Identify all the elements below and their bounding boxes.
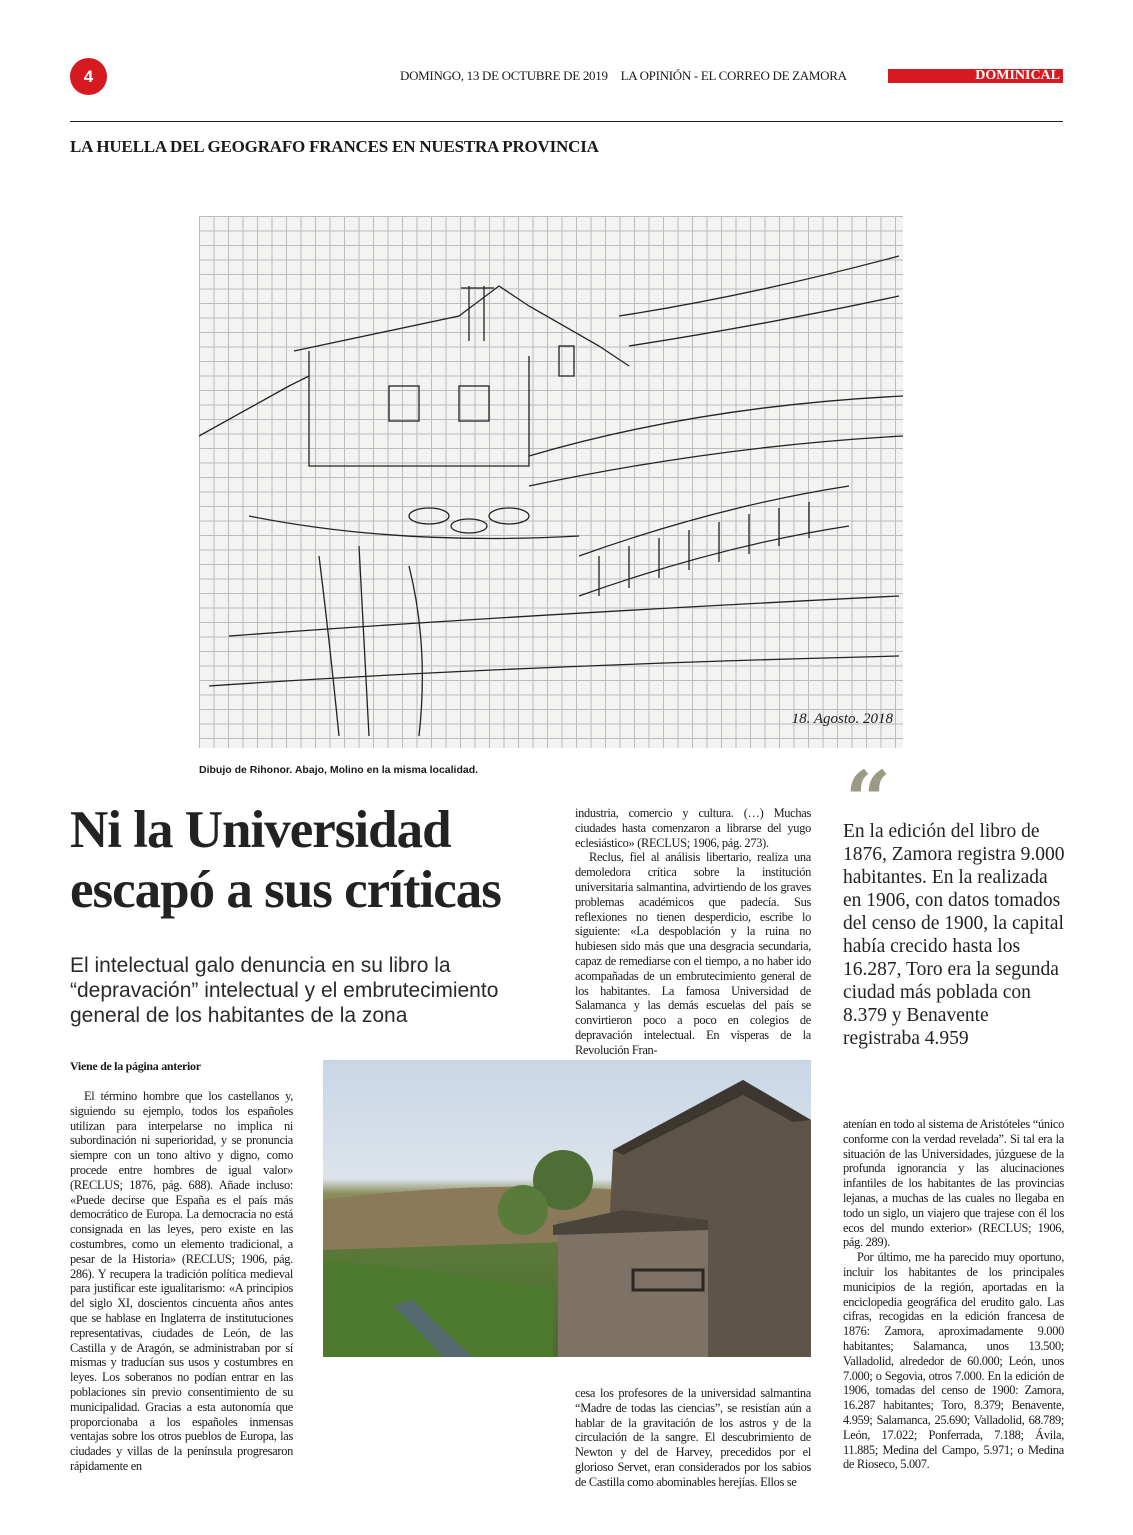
sketch-signature: 18. Agosto. 2018 bbox=[791, 711, 893, 727]
header-divider bbox=[70, 121, 1063, 122]
publication-date: DOMINGO, 13 DE OCTUBRE DE 2019 bbox=[400, 68, 608, 83]
subheadline: El intelectual galo denuncia en su libro la “depravación” intelectual y el embrutecimiento general de los habitantes de la zona bbox=[70, 954, 499, 1027]
quote-icon: “ bbox=[845, 753, 892, 847]
section-label: DOMINICAL bbox=[888, 69, 1063, 83]
paragraph: cesa los profesores de la universidad salmantina “Madre de todas las ciencias”, se resistían aún a hablar de la gravitación de los astros y de la circulación de la sangre. El descubrimiento de Newton y del de Harvey, precedidos por el glorioso Servet, eran considerados por los sabios de Castilla como abominables herejías. Ellos se bbox=[575, 1386, 811, 1489]
sketch-drawing bbox=[199, 216, 903, 748]
body-column-2 bbox=[575, 806, 811, 1058]
pull-quote: En la edición del libro de 1876, Zamora registra 9.000 habitantes. En la realizada en 1906, con datos tomados del censo de 1900, la capital había crecido hasta los 16.287, Toro era la segunda ciudad más poblada con 8.379 y Benavente registraba 4.959 bbox=[843, 821, 1065, 1049]
sketch-image bbox=[199, 216, 903, 748]
section-kicker: LA HUELLA DEL GEOGRAFO FRANCES EN NUESTRA PROVINCIA bbox=[70, 137, 599, 156]
headline: Ni la Universidad escapó a sus críticas bbox=[70, 801, 501, 919]
paragraph: industria, comercio y cultura. (…) Muchas ciudades hasta comenzaron a librarse del yugo eclesiástico» (RECLUS; 1906, pág. 273). bbox=[575, 806, 811, 850]
publication-name: LA OPINIÓN - EL CORREO DE ZAMORA bbox=[620, 68, 847, 83]
photo-scene bbox=[323, 1060, 811, 1357]
paragraph: Reclus, fiel al análisis libertario, realiza una demoledora crítica sobre la institución universitaria salmantina, advirtiendo de los graves problemas académicos que padecía. Sus reflexiones no tienen desperdicio, escribe lo siguiente: «La despoblación y la ruina no hubiesen sido más que una desgracia secundaria, capaz de remediarse con el tiempo, a no haber ido acompañadas de un embrutecimiento general de los habitantes. La famosa Universidad de Salamanca y las demás escuelas del país se convirtieron poco a poco en colegios de depravación intelectual. En vísperas de la Revolución Fran- bbox=[575, 850, 811, 1057]
body-column-1 bbox=[70, 1089, 293, 1474]
mill-photo bbox=[323, 1060, 811, 1357]
body-column-3 bbox=[843, 1117, 1064, 1472]
paragraph: El término hombre que los castellanos y, siguiendo su ejemplo, todos los españoles utilizan para interpelarse no implica ni subordinación ni superioridad, y se pronuncia siempre con un tono altivo y digno, como procede entre hombres de igual valor» (RECLUS; 1876, pág. 688). Añade incluso: «Puede decirse que España es el país más democrático de Europa. La democracia no está consignada en las leyes, pero existe en las costumbres, como un elemento tradicional, a pesar de la Historia» (RECLUS; 1906, pág. 286). Y recupera la tradición política medieval para justificar este igualitarismo: «A principios del siglo XI, doscientos cincuenta años antes que se hablase en Inglaterra de institutuciones representativas, ciudades de León, de las Castilla y de Aragón, se administraban por sí mismas y traducían sus usos y costumbres en leyes. Los soberanos no podían entrar en las poblaciones sin previo consentimiento de su municipalidad. Gracias a esta autonomía que proporcionaba a los españoles inmensas ventajas sobre los otros pueblos de Europa, las ciudades y villas de la península progresaron rápidamente en bbox=[70, 1089, 293, 1473]
page-number-badge: 4 bbox=[70, 58, 107, 95]
continued-label: Viene de la página anterior bbox=[70, 1059, 201, 1073]
body-column-2-continued bbox=[575, 1386, 811, 1490]
paragraph: atenían en todo al sistema de Aristóteles “único conforme con la verdad revelada”. Si tal era la situación de las Universidades, júzguese de la profunda ignorancia y las alucinaciones infantiles de los habitantes de las provincias lejanas, a muchas de las cuales no llegaba en todo un siglo, un viajero que trajese con él los ecos del mundo exterior» (RECLUS; 1906, pág. 289). bbox=[843, 1117, 1064, 1250]
header-line bbox=[400, 68, 857, 84]
image-caption: Dibujo de Rihonor. Abajo, Molino en la misma localidad. bbox=[199, 764, 479, 776]
paragraph: Por último, me ha parecido muy oportuno, incluir los habitantes de los principales municipios de la región, aportadas en la enciclopedia geográfica del erudito galo. Las cifras, recogidas en la edición francesa de 1876: Zamora, aproximadamente 9.000 habitantes; Salamanca, unos 13.500; Valladolid, alrededor de 60.000; León, unos 7.000; o Segovia, otros 7.000. En la edición de 1906, tomadas del censo de 1900: Zamora, 16.287 habitantes; Toro, 8.379; Benavente, 4.959; Salamanca, 25.690; Valladolid, 68.789; León, 17.022; Ponferrada, 7.188; Ávila, 11.885; Medina del Campo, 5.971; o Medina de Rioseco, 5.007. bbox=[843, 1250, 1064, 1472]
